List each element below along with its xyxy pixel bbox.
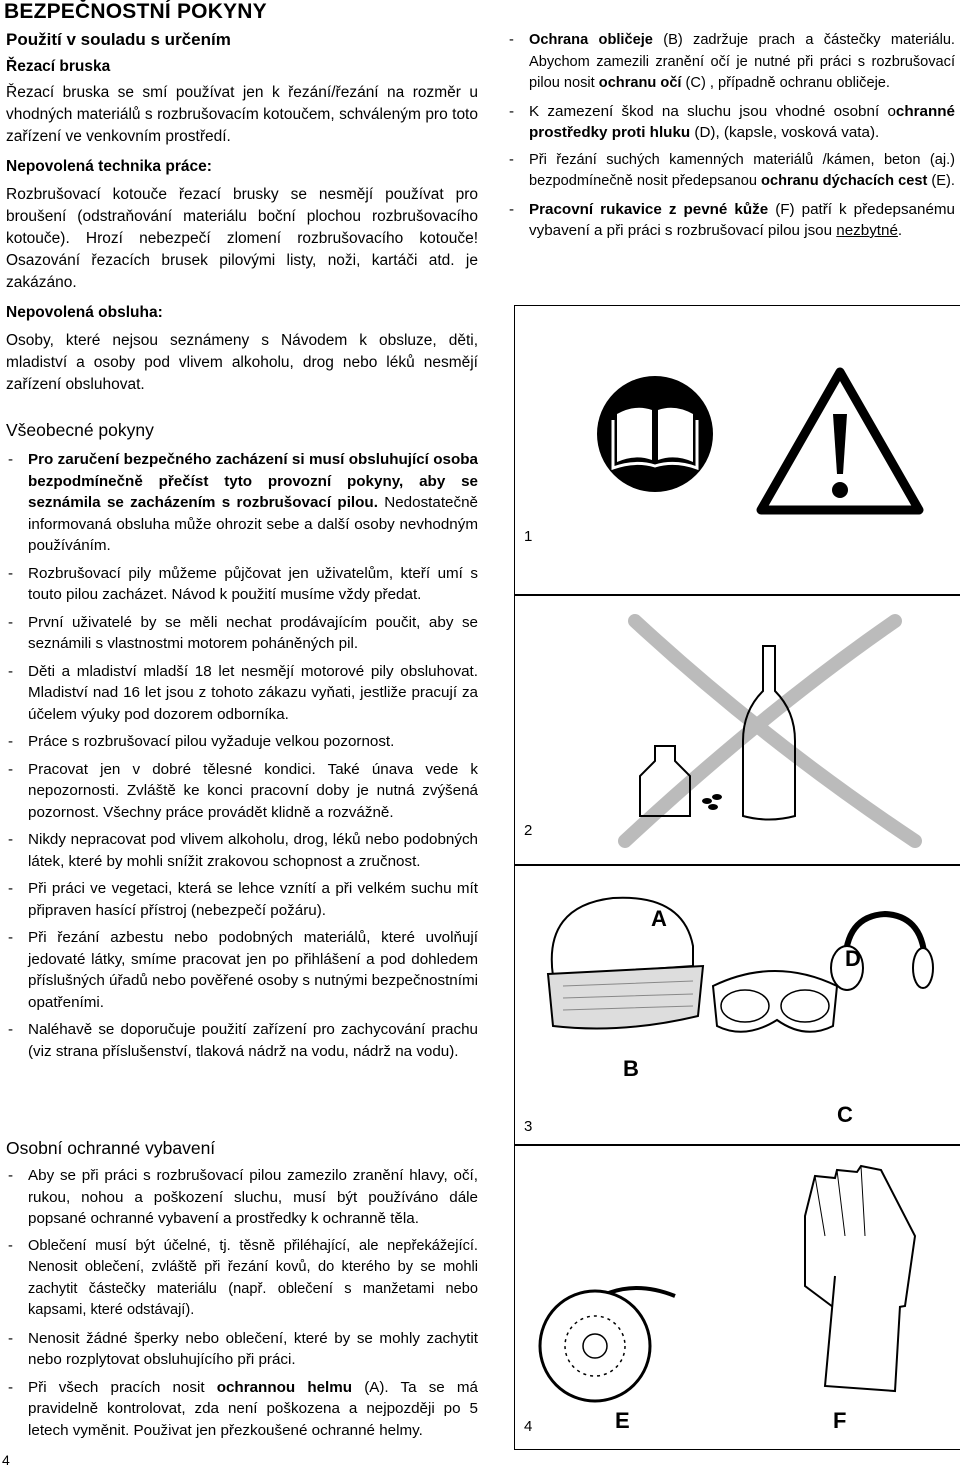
figure-1-number: 1 xyxy=(524,528,533,545)
ppe-heading: Osobní ochranné vybavení xyxy=(6,1138,216,1158)
general-item: - Práce s rozbrušovací pilou vyžaduje velkou pozornost. xyxy=(6,731,478,753)
usage-subheading: Řezací bruska xyxy=(6,58,111,75)
forbidden-technique-text: Rozbrušovací kotouče řezací brusky se nesmějí používat pro broušení (odstraňování materiálu boční plochou rozbrušovacího kotouče). Hrozí nebezpečí zlomení rozbrušovacího kotouče! Osazování řezacích brusek pilovými listy, noži, kartáči atd. je zakázáno. xyxy=(6,186,478,291)
label-a: A xyxy=(651,906,667,931)
forbidden-operators-text: Osoby, které nejsou seznámeny s Návodem k obsluze, děti, mladiství a osoby pod vlivem alkoholu, drog nebo léků nesmějí zařízení obsluhovat. xyxy=(6,332,478,393)
ppe-section xyxy=(6,1138,478,1447)
safety-goggles-icon xyxy=(705,956,845,1046)
respirator-mask-icon xyxy=(525,1266,705,1416)
ppe-item: - Oblečení musí být účelné, tj. těsně přiléhající, ale nepřekážející. Nenosit oblečení, zvláště při řezání kovů, do kterého by se mohli zachytit částečky materiálu (např. oblečení s manžetami nebo kapsami, které odstávají). xyxy=(6,1236,478,1322)
general-item: - První uživatelé by se měli nechat prodávajícím poučit, aby se seznámili s vlastnostmi motorem poháněných pil. xyxy=(6,612,478,655)
ppe-list xyxy=(6,1165,478,1441)
label-f: F xyxy=(833,1408,847,1433)
figure-2-box xyxy=(514,595,960,865)
general-item: - Pro zaručení bezpečného zacházení si musí obsluhující osoba bezpodmínečně přečíst tyto provozní pokyny, aby se seznámila se zacházením s rozbrušovací pilou. Nedostatečně informovaná obsluha může ohrozit sebe a další osoby nevhodným používáním. xyxy=(6,449,478,557)
warning-triangle-icon xyxy=(755,366,925,516)
general-item: - Při práci ve vegetaci, která se lehce vznítí a při velkém suchu mít připraven hasící přístroj (nebezpečí požáru). xyxy=(6,878,478,921)
helmet-face-shield-icon xyxy=(533,886,713,1036)
figure-1-box xyxy=(514,305,960,595)
general-item: - Při řezání azbestu nebo podobných materiálů, které uvolňují jedovaté látky, smíme pracovat jen po přihlášení a pod dohledem příslušných úřadů nebo pověřené osoby s nutnými bezpečnostními opatřeními. xyxy=(6,927,478,1013)
ear-muffs-icon xyxy=(825,906,935,996)
right-ppe-section xyxy=(507,30,955,248)
right-item: - Ochrana obličeje (B) zadržuje prach a částečky materiálu. Abychom zamezili zranění očí je nutné při práci s rozbrušovací pilou nosit ochranu očí (C) , případně ochranu obličeje. xyxy=(507,30,955,95)
right-item: - Při řezání suchých kamenných materiálů /kámen, beton (aj.) bezpodmínečně nosit předepsanou ochranu dýchacích cest (E). xyxy=(507,150,955,193)
usage-text: Řezací bruska se smí používat jen k řezání/řezání na rozměr u vhodných materiálů s rozbrušovacím kotoučem, schváleným pro toto zařízení ve venkovním prostředí. xyxy=(6,84,478,145)
figure-3-box xyxy=(514,865,960,1145)
right-list xyxy=(507,30,955,242)
label-c: C xyxy=(837,1102,853,1127)
general-item: - Rozbrušovací pily můžeme půjčovat jen uživatelům, kteří umí s touto pilou zacházet. Návod k použití musíme vždy předat. xyxy=(6,563,478,606)
figure-2-number: 2 xyxy=(524,822,533,839)
page-number: 4 xyxy=(2,1452,10,1468)
label-d: D xyxy=(845,946,861,971)
general-item: - Nikdy nepracovat pod vlivem alkoholu, drog, léků nebo podobných látek, které by mohli snížit zrakovou schopnost a zručnost. xyxy=(6,829,478,872)
general-item: - Naléhavě se doporučuje použití zařízení pro zachycování prachu (viz strana příslušenství, tlaková nádrž na vodu, nádrž na vodu). xyxy=(6,1019,478,1062)
page-title: BEZPEČNOSTNÍ POKYNY xyxy=(4,0,267,23)
right-item: - K zamezení škod na sluchu jsou vhodné osobní ochranné prostředky proti hluku (D), (kapsle, vosková vata). xyxy=(507,101,955,144)
general-heading: Všeobecné pokyny xyxy=(6,420,154,440)
forbidden-operators-heading: Nepovolená obsluha: xyxy=(6,304,163,321)
forbidden-technique-heading: Nepovolená technika práce: xyxy=(6,158,212,175)
ppe-item: - Nenosit žádné šperky nebo oblečení, které by se mohly zachytit nebo rozplytovat obsluhujícího při práci. xyxy=(6,1328,478,1371)
general-item: - Děti a mladiství mladší 18 let nesmějí motorové pily obsluhovat. Mladiství nad 16 let jsou z tohoto zákazu vyňati, jestliže pracují za účelem výuky pod dozorem odborníka. xyxy=(6,661,478,726)
label-e: E xyxy=(615,1408,630,1433)
usage-section xyxy=(6,30,478,396)
no-alcohol-drugs-icon xyxy=(595,601,935,861)
usage-heading: Použití v souladu s určením xyxy=(6,30,231,49)
label-b: B xyxy=(623,1056,639,1081)
figure-4-number: 4 xyxy=(524,1418,533,1435)
ppe-item: - Při všech pracích nosit ochrannou helmu (A). Ta se má pravidelně kontrolovat, zda není poškozena a nejpozději po 5 letech vyměnit. Použivat jen přezkoušené ochranné helmy. xyxy=(6,1377,478,1442)
figure-3-number: 3 xyxy=(524,1118,533,1135)
work-gloves-icon xyxy=(765,1156,955,1396)
general-list xyxy=(6,449,478,1062)
right-item: - Pracovní rukavice z pevné kůže (F) patří k předepsanému vybavení a při práci s rozbrušovací pilou jsou nezbytné. xyxy=(507,199,955,242)
general-item: - Pracovat jen v dobré tělesné kondici. Také únava vede k nepozornosti. Zvláště ke konci pracovní doby je nutná zvýšená pozornost. Všechny práce provádět klidně a rozvážně. xyxy=(6,759,478,824)
figure-4-box xyxy=(514,1145,960,1450)
general-section xyxy=(6,420,478,1068)
ppe-item: - Aby se při práci s rozbrušovací pilou zamezilo zranění hlavy, očí, rukou, nohou a poškození sluchu, musí být používáno dále popsané ochranné vybavení a prostředky k ochranně těla. xyxy=(6,1165,478,1230)
